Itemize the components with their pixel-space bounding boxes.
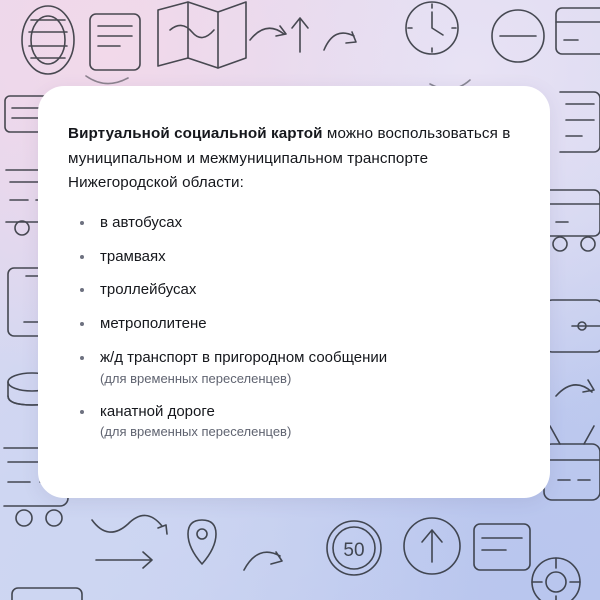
list-item [68, 281, 516, 300]
list-item-note: (для временных переселенцев) [100, 370, 292, 386]
info-card [38, 86, 550, 498]
speed-sign-number: 50 [343, 540, 365, 561]
list-item-label: канатной дороге [100, 402, 215, 420]
intro-rest: можно воспользоваться в муниципальном и межмуниципальном транспорте Нижегородской области: [68, 125, 511, 192]
list-item [68, 214, 516, 233]
bullet-icon [80, 255, 84, 259]
bullet-icon [80, 410, 84, 414]
list-item-label: троллейбусах [100, 281, 197, 299]
bullet-icon [80, 356, 84, 360]
list-item-label: трамваях [100, 247, 166, 265]
list-item-label: ж/д транспорт в пригородном сообщении [100, 348, 388, 366]
bullet-icon [80, 288, 84, 292]
list-item [68, 403, 516, 442]
list-item-label: в автобусах [100, 213, 183, 231]
bullet-icon [80, 322, 84, 326]
bullet-icon [80, 221, 84, 225]
transport-list [68, 214, 516, 441]
list-item [68, 349, 516, 388]
list-item [68, 248, 516, 267]
intro-lead: Виртуальной социальной картой [68, 125, 323, 142]
list-item [68, 315, 516, 334]
card-content [38, 86, 550, 441]
list-item-label: метрополитене [100, 315, 207, 333]
intro-paragraph [68, 122, 516, 196]
list-item-note: (для временных переселенцев) [100, 424, 292, 440]
